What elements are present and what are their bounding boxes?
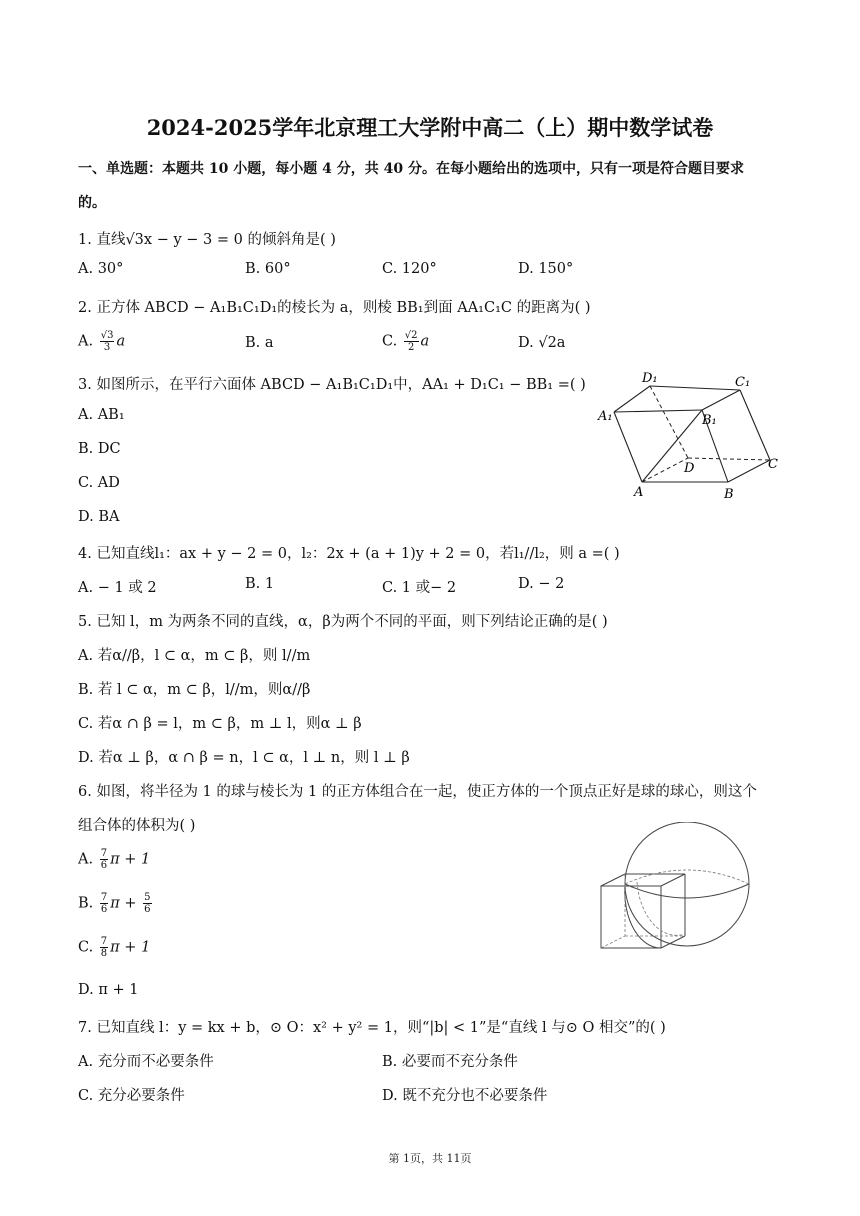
q3-option-c: C. AD (78, 475, 120, 491)
label-b: B (724, 487, 734, 502)
q3-option-a: A. AB₁ (78, 407, 125, 423)
q5-option-d: D. 若α ⊥ β，α ∩ β = n，l ⊂ α，l ⊥ n，则 l ⊥ β (78, 750, 410, 766)
label-d1: D₁ (642, 371, 658, 386)
question-2-stem: 2. 正方体 ABCD − A₁B₁C₁D₁的棱长为 a，则棱 BB₁到面 AA₁C₁C 的距离为( ) (78, 300, 591, 316)
q7-option-c: C. 充分必要条件 (78, 1088, 185, 1104)
q6-option-b: B. $\frac{7}{6}$ π + $\frac{5}{6}$ (78, 892, 151, 915)
q1-option-a: A. 30° (78, 261, 124, 277)
question-4-stem: 4. 已知直线l₁：ax + y − 2 = 0，l₂：2x + (a + 1)y + 2 = 0，若l₁//l₂，则 a =( ) (78, 546, 620, 562)
question-7-stem: 7. 已知直线 l：y = kx + b，⊙ O：x² + y² = 1，则“|b| < 1”是“直线 l 与⊙ O 相交”的( ) (78, 1020, 666, 1036)
label-c: C (768, 457, 778, 472)
q1-option-b: B. 60° (245, 261, 291, 277)
q4-option-b: B. 1 (245, 576, 275, 592)
label-b1: B₁ (702, 413, 717, 428)
q7-option-a: A. 充分而不必要条件 (78, 1054, 214, 1070)
q5-option-a: A. 若α//β，l ⊂ α，m ⊂ β，则 l//m (78, 648, 311, 664)
q4-option-c: C. 1 或− 2 (382, 580, 457, 596)
q2-option-c: C. $\frac{√2}{2}$ a (382, 330, 430, 353)
question-3-stem: 3. 如图所示，在平行六面体 ABCD − A₁B₁C₁D₁中，AA₁ + D₁C₁ − BB₁ =( ) (78, 377, 586, 393)
q2-option-d: D. √2a (518, 335, 566, 351)
page-title: 2024-2025学年北京理工大学附中高二（上）期中数学试卷 (146, 115, 714, 140)
q4-option-a: A. − 1 或 2 (78, 580, 157, 596)
parallelepiped-figure (592, 368, 792, 508)
label-a: A (634, 485, 644, 500)
question-6-stem: 6. 如图，将半径为 1 的球与棱长为 1 的正方体组合在一起，使正方体的一个顶点正好是球的球心，则这个 (78, 784, 757, 800)
q2-option-a: A. $\frac{√3}{3}$ a (78, 330, 126, 353)
q5-option-c: C. 若α ∩ β = l，m ⊂ β，m ⊥ l，则α ⊥ β (78, 716, 362, 732)
question-5-stem: 5. 已知 l，m 为两条不同的直线，α，β为两个不同的平面，则下列结论正确的是( ) (78, 614, 608, 630)
q3-option-b: B. DC (78, 441, 121, 457)
sphere-cube-figure (595, 822, 765, 957)
q6-option-d: D. π + 1 (78, 982, 139, 998)
q1-option-c: C. 120° (382, 261, 437, 277)
q5-option-b: B. 若 l ⊂ α，m ⊂ β，l//m，则α//β (78, 682, 311, 698)
label-c1: C₁ (735, 375, 751, 390)
label-d: D (684, 461, 695, 476)
section-heading-cont: 的。 (78, 195, 106, 211)
q7-option-d: D. 既不充分也不必要条件 (382, 1088, 548, 1104)
q3-option-d: D. BA (78, 509, 120, 525)
section-heading: 一、单选题：本题共 10 小题，每小题 4 分，共 40 分。在每小题给出的选项中，只有一项是符合题目要求 (78, 161, 744, 177)
q7-option-b: B. 必要而不充分条件 (382, 1054, 518, 1070)
q6-option-a: A. $\frac{7}{6}$ π + 1 (78, 848, 151, 871)
label-a1: A₁ (598, 409, 613, 424)
q2-option-b: B. a (245, 335, 274, 351)
q6-option-c: C. $\frac{7}{8}$ π + 1 (78, 936, 151, 959)
q4-option-d: D. − 2 (518, 576, 565, 592)
question-6-stem-cont: 组合体的体积为( ) (78, 818, 196, 834)
question-1-stem: 1. 直线√3x − y − 3 = 0 的倾斜角是( ) (78, 232, 336, 248)
q1-option-d: D. 150° (518, 261, 574, 277)
page-footer: 第 1页，共 11页 (388, 1152, 472, 1165)
